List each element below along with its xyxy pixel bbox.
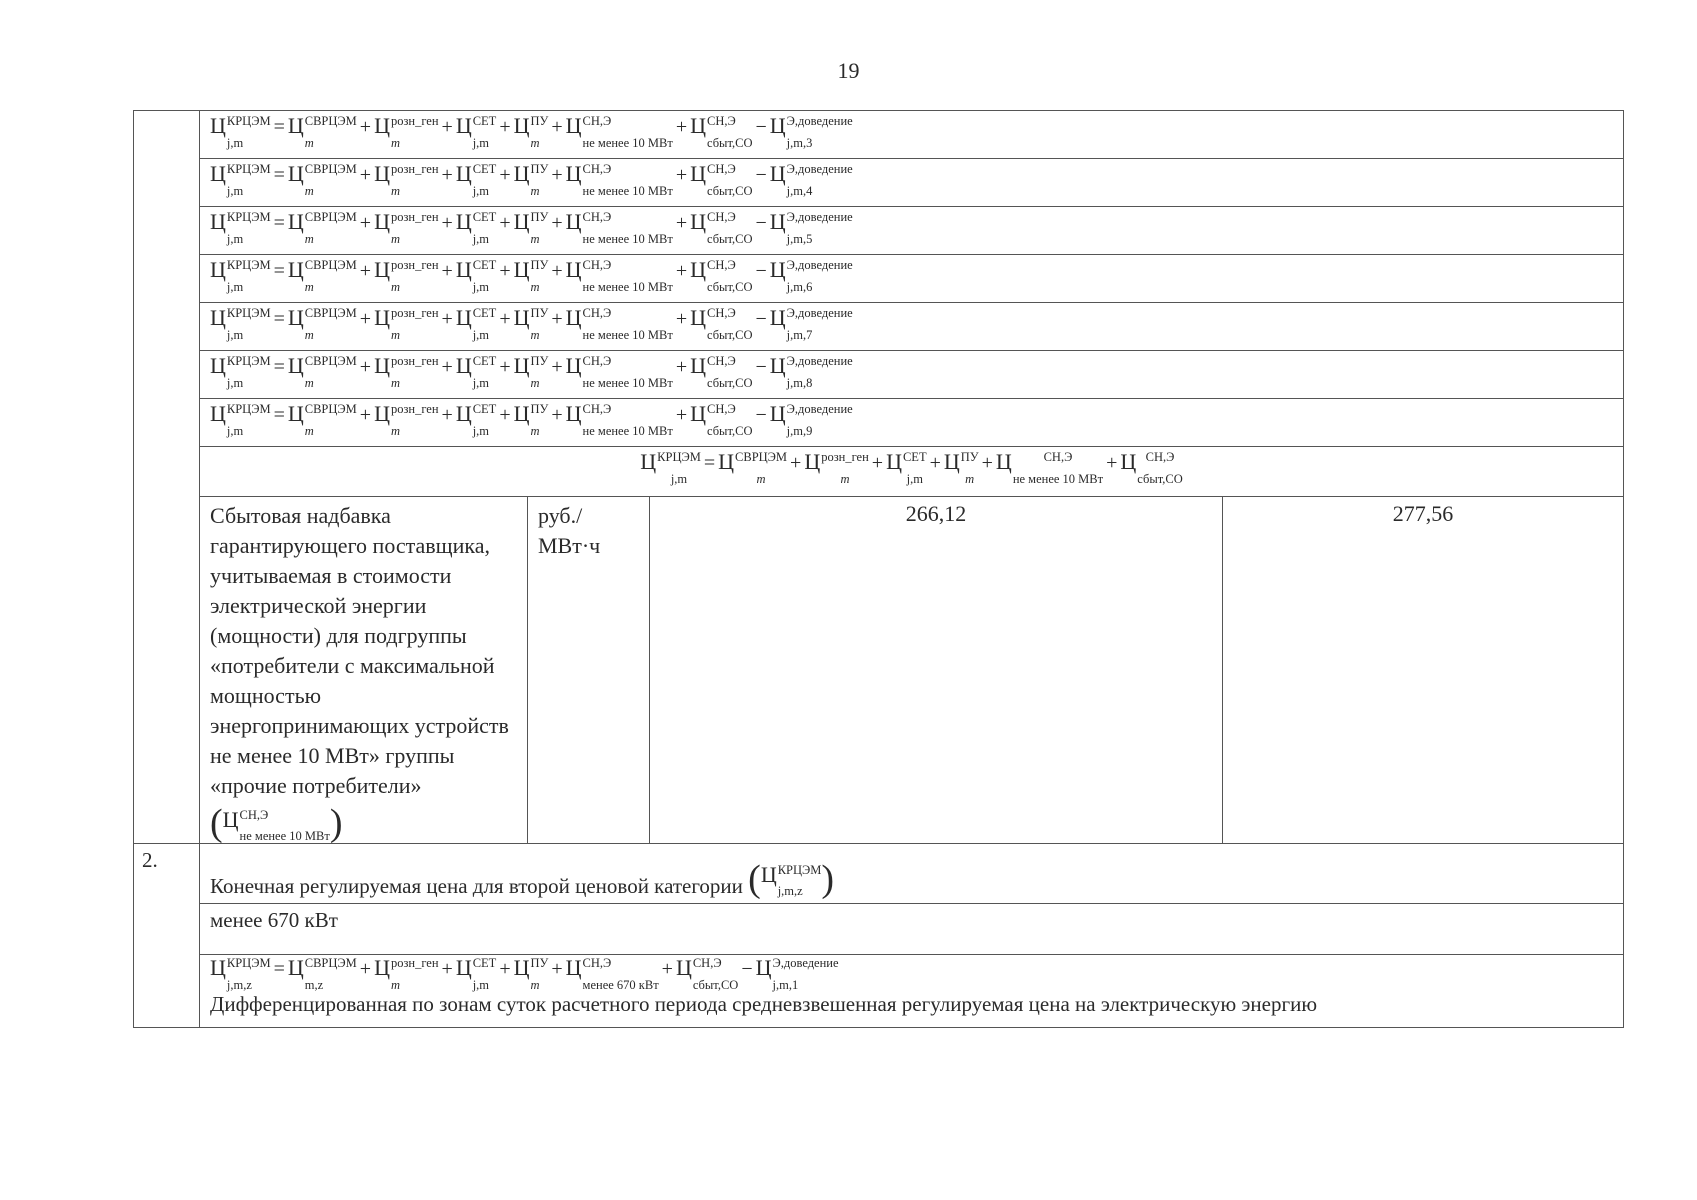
price-symbol: Ц ПУ m — [513, 209, 549, 246]
formula-row — [134, 159, 1624, 207]
row-number-cell — [134, 111, 200, 844]
price-symbol: Ц СН,Э не менее 10 МВт — [565, 257, 673, 294]
price-symbol: Ц ПУ m — [513, 113, 549, 150]
price-symbol: Ц Э,доведение j,m,5 — [769, 209, 853, 246]
formula-row — [134, 111, 1624, 159]
price-symbol: Ц розн_ген m — [374, 257, 439, 294]
formula: Ц КРЦЭМ j,m = Ц СВРЦЭМ m + Ц розн_ген m + Ц СЕТ j,m + Ц ПУ m + Ц СН,Э не менее 10 МВт + Ц СН,Э сбыт,СО − Ц Э,доведение j,m,5 — [210, 209, 853, 246]
formula-cell — [200, 159, 1624, 207]
price-symbol: Ц розн_ген m — [804, 449, 869, 486]
price-symbol: Ц СН,Э не менее 10 МВт — [565, 161, 673, 198]
price-symbol: Ц СЕТ j,m — [455, 353, 497, 390]
price-symbol: Ц ПУ m — [513, 401, 549, 438]
price-symbol: Ц КРЦЭМ j,m — [210, 401, 271, 438]
surcharge-value-1: 266,12 — [650, 497, 1223, 844]
formula-cell — [200, 399, 1624, 447]
surcharge-symbol: ( Ц СН,Э не менее 10 МВт ) — [210, 802, 343, 844]
price-symbol: Ц ПУ m — [513, 161, 549, 198]
price-symbol: Ц розн_ген m — [374, 401, 439, 438]
price-symbol: Ц КРЦЭМ j,m — [210, 161, 271, 198]
price-symbol: Ц ПУ m — [513, 353, 549, 390]
price-symbol: Ц СН,Э не менее 10 МВт — [565, 401, 673, 438]
second-category-formula-cell — [200, 955, 1624, 1028]
formula-cell — [200, 255, 1624, 303]
formula: Ц КРЦЭМ j,m = Ц СВРЦЭМ m + Ц розн_ген m + Ц СЕТ j,m + Ц ПУ m + Ц СН,Э не менее 10 МВт + Ц СН,Э сбыт,СО − Ц Э,доведение j,m,4 — [210, 161, 853, 198]
price-symbol: Ц Э,доведение j,m,3 — [769, 113, 853, 150]
formula: Ц КРЦЭМ j,m = Ц СВРЦЭМ m + Ц розн_ген m + Ц СЕТ j,m + Ц ПУ m + Ц СН,Э не менее 10 МВт + Ц СН,Э сбыт,СО − Ц Э,доведение j,m,8 — [210, 353, 853, 390]
formula: Ц КРЦЭМ j,m = Ц СВРЦЭМ m + Ц розн_ген m + Ц СЕТ j,m + Ц ПУ m + Ц СН,Э не менее 10 МВт + Ц СН,Э сбыт,СО − Ц Э,доведение j,m,9 — [210, 401, 853, 438]
formula-row — [134, 207, 1624, 255]
formula-cell — [200, 447, 1624, 497]
price-symbol: Ц СВРЦЭМ m — [287, 353, 357, 390]
price-symbol: Ц СЕТ j,m — [455, 305, 497, 342]
price-symbol: Ц СН,Э сбыт,СО — [690, 161, 753, 198]
formula-cell — [200, 351, 1624, 399]
price-symbol: Ц СВРЦЭМ m — [287, 209, 357, 246]
surcharge-row — [134, 497, 1624, 844]
price-symbol: Ц СН,Э сбыт,СО — [690, 305, 753, 342]
price-symbol: Ц розн_ген m — [374, 353, 439, 390]
price-symbol: Ц ПУ m — [513, 305, 549, 342]
price-symbol: Ц СЕТ j,m — [455, 209, 497, 246]
price-symbol: Ц ПУ m — [513, 257, 549, 294]
price-symbol: Ц КРЦЭМ j,m — [210, 257, 271, 294]
formula: Ц КРЦЭМ j,m = Ц СВРЦЭМ m + Ц розн_ген m + Ц СЕТ j,m + Ц ПУ m + Ц СН,Э не менее 10 МВт + Ц СН,Э сбыт,СО — [640, 449, 1183, 486]
formula-row — [134, 255, 1624, 303]
formula: Ц КРЦЭМ j,m = Ц СВРЦЭМ m + Ц розн_ген m + Ц СЕТ j,m + Ц ПУ m + Ц СН,Э не менее 10 МВт + Ц СН,Э сбыт,СО − Ц Э,доведение j,m,6 — [210, 257, 853, 294]
price-symbol: Ц СЕТ j,m — [886, 449, 927, 486]
surcharge-value-2: 277,56 — [1223, 497, 1624, 844]
price-symbol: Ц Э,доведение j,m,8 — [769, 353, 853, 390]
price-symbol: Ц СВРЦЭМ m — [287, 113, 357, 150]
price-symbol: Ц розн_ген m — [374, 305, 439, 342]
price-symbol: Ц КРЦЭМ j,m — [210, 305, 271, 342]
formula: Ц КРЦЭМ j,m = Ц СВРЦЭМ m + Ц розн_ген m + Ц СЕТ j,m + Ц ПУ m + Ц СН,Э не менее 10 МВт + Ц СН,Э сбыт,СО − Ц Э,доведение j,m,3 — [210, 113, 853, 150]
price-symbol: Ц розн_ген m — [374, 161, 439, 198]
formula: Ц КРЦЭМ j,m,z = Ц СВРЦЭМ m,z + Ц розн_ген m + Ц СЕТ j,m + Ц ПУ m + Ц СН,Э менее 670 кВт + Ц СН,Э сбыт,СО − Ц Э,доведение j,m,1 — [210, 955, 839, 992]
formula: Ц КРЦЭМ j,m = Ц СВРЦЭМ m + Ц розн_ген m + Ц СЕТ j,m + Ц ПУ m + Ц СН,Э не менее 10 МВт + Ц СН,Э сбыт,СО − Ц Э,доведение j,m,7 — [210, 305, 853, 342]
price-symbol: Ц КРЦЭМ j,m — [640, 449, 701, 486]
price-symbol: Ц СН,Э не менее 10 МВт — [565, 353, 673, 390]
price-symbol: Ц КРЦЭМ j,m — [210, 209, 271, 246]
price-symbol: Ц СН,Э сбыт,СО — [690, 209, 753, 246]
price-symbol: Ц СВРЦЭМ m — [287, 305, 357, 342]
price-symbol: Ц СН,Э не менее 10 МВт — [565, 209, 673, 246]
price-symbol: Ц Э,доведение j,m,6 — [769, 257, 853, 294]
price-symbol: Ц СН,Э сбыт,СО — [690, 353, 753, 390]
price-symbol: Ц Э,доведение j,m,7 — [769, 305, 853, 342]
price-symbol: Ц Э,доведение j,m,4 — [769, 161, 853, 198]
second-category-subtitle-row — [134, 904, 1624, 955]
price-symbol: Ц СЕТ j,m — [455, 161, 497, 198]
formula-row — [134, 351, 1624, 399]
price-symbol: Ц СВРЦЭМ m — [287, 401, 357, 438]
surcharge-unit: руб./ МВт·ч — [528, 497, 650, 844]
formula-row — [134, 399, 1624, 447]
price-symbol: Ц СЕТ j,m — [455, 401, 497, 438]
second-category-title: Конечная регулируемая цена для второй ценовой категории — [210, 874, 743, 898]
price-symbol: Ц СН,Э не менее 10 МВт — [565, 305, 673, 342]
formula-cell — [200, 207, 1624, 255]
price-symbol: Ц СВРЦЭМ m — [287, 161, 357, 198]
second-category-symbol: ( Ц КРЦЭМ j,m,z ) — [748, 858, 835, 900]
row-number-cell: 2. — [134, 844, 200, 1028]
price-symbol: Ц розн_ген m — [374, 209, 439, 246]
price-symbol: Ц СН,Э сбыт,СО — [1120, 449, 1183, 486]
second-category-formula-row — [134, 955, 1624, 1028]
second-category-subtitle: менее 670 кВт — [200, 904, 1624, 955]
price-symbol: Ц СВРЦЭМ m — [287, 257, 357, 294]
price-symbol: Ц СЕТ j,m — [455, 113, 497, 150]
page-number: 19 — [837, 58, 860, 83]
price-symbol: Ц КРЦЭМ j,m — [210, 113, 271, 150]
formula-row-center — [134, 447, 1624, 497]
price-symbol: Ц СН,Э не менее 10 МВт — [565, 113, 673, 150]
price-symbol: Ц СН,Э не менее 10 МВт — [995, 449, 1104, 486]
price-symbol: Ц СН,Э сбыт,СО — [690, 257, 753, 294]
formula-cell — [200, 303, 1624, 351]
price-symbol: Ц ПУ m — [943, 449, 979, 486]
formula-row — [134, 303, 1624, 351]
second-category-footer-text: Дифференцированная по зонам суток расчетного периода средневзвешенная регулируемая цена на электрическую энергию — [210, 992, 1318, 1016]
surcharge-label: Сбытовая надбавка гарантирующего поставщика, учитываемая в стоимости электрической энергии (мощности) для подгруппы «потребители с максимальной мощностью энергопринимающих устройств не менее 10 МВт» группы «прочие потребители» — [210, 503, 509, 798]
tariff-table — [133, 110, 1624, 1028]
price-symbol: Ц КРЦЭМ j,m — [210, 353, 271, 390]
price-symbol: Ц СН,Э сбыт,СО — [690, 113, 753, 150]
second-category-title-row — [134, 844, 1624, 904]
price-symbol: Ц Э,доведение j,m,9 — [769, 401, 853, 438]
price-symbol: Ц СЕТ j,m — [455, 257, 497, 294]
price-symbol: Ц СВРЦЭМ m — [718, 449, 788, 486]
surcharge-label-cell — [200, 497, 528, 844]
formula-cell — [200, 111, 1624, 159]
price-symbol: Ц розн_ген m — [374, 113, 439, 150]
price-symbol: Ц СН,Э сбыт,СО — [690, 401, 753, 438]
second-category-title-cell — [200, 844, 1624, 904]
